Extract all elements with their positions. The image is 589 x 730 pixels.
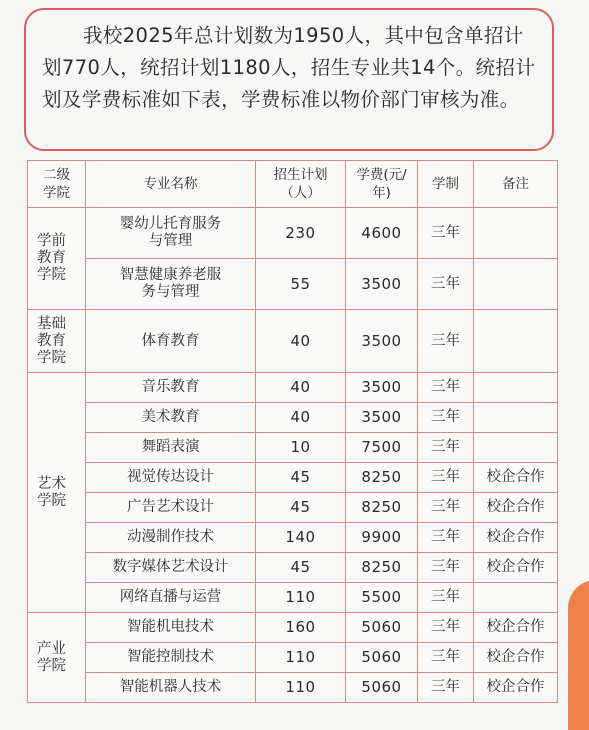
tuition-fee: 5060: [346, 613, 418, 643]
duration: 三年: [418, 553, 474, 583]
major-name: 音乐教育: [86, 373, 256, 403]
table-row: [28, 643, 558, 673]
header-duration: 学制: [418, 161, 474, 208]
enrollment-plan-table: [27, 160, 558, 703]
duration: 三年: [418, 259, 474, 310]
remark: 校企合作: [474, 673, 558, 703]
major-name: 智能机电技术: [86, 613, 256, 643]
remark: 校企合作: [474, 493, 558, 523]
remark: [474, 259, 558, 310]
plan-count: 40: [256, 310, 346, 373]
major-name: 体育教育: [86, 310, 256, 373]
remark: [474, 373, 558, 403]
major-name: 婴幼儿托育服务与管理: [86, 208, 256, 259]
table-row: [28, 673, 558, 703]
table-row: [28, 373, 558, 403]
college-cell-art: 艺术学院: [28, 373, 86, 613]
decorative-orange-bar: [568, 580, 589, 730]
college-cell-basic: 基础教育学院: [28, 310, 86, 373]
plan-count: 110: [256, 643, 346, 673]
remark: [474, 403, 558, 433]
header-remark: 备注: [474, 161, 558, 208]
header-major: 专业名称: [86, 161, 256, 208]
tuition-fee: 4600: [346, 208, 418, 259]
duration: 三年: [418, 523, 474, 553]
duration: 三年: [418, 433, 474, 463]
major-name: 视觉传达设计: [86, 463, 256, 493]
intro-paragraph: 我校2025年总计划数为1950人，其中包含单招计划770人，统招计划1180人，招生专业共14个。统招计划及学费标准如下表，学费标准以物价部门审核为准。: [24, 8, 554, 151]
header-plan: 招生计划（人）: [256, 161, 346, 208]
duration: 三年: [418, 403, 474, 433]
plan-count: 45: [256, 493, 346, 523]
header-fee: 学费(元/年): [346, 161, 418, 208]
remark: [474, 583, 558, 613]
remark: 校企合作: [474, 463, 558, 493]
tuition-fee: 5060: [346, 673, 418, 703]
plan-count: 110: [256, 583, 346, 613]
table-row: [28, 493, 558, 523]
duration: 三年: [418, 463, 474, 493]
header-college: 二级学院: [28, 161, 86, 208]
duration: 三年: [418, 208, 474, 259]
major-name: 动漫制作技术: [86, 523, 256, 553]
college-cell-preschool: 学前教育学院: [28, 208, 86, 310]
table-row: [28, 259, 558, 310]
plan-count: 45: [256, 553, 346, 583]
major-name: 智慧健康养老服务与管理: [86, 259, 256, 310]
table-row: [28, 523, 558, 553]
tuition-fee: 3500: [346, 373, 418, 403]
tuition-fee: 3500: [346, 259, 418, 310]
plan-count: 10: [256, 433, 346, 463]
table-row: [28, 583, 558, 613]
table-row: [28, 463, 558, 493]
plan-count: 160: [256, 613, 346, 643]
tuition-fee: 7500: [346, 433, 418, 463]
plan-count: 140: [256, 523, 346, 553]
major-name: 网络直播与运营: [86, 583, 256, 613]
duration: 三年: [418, 583, 474, 613]
duration: 三年: [418, 673, 474, 703]
plan-count: 230: [256, 208, 346, 259]
remark: 校企合作: [474, 613, 558, 643]
duration: 三年: [418, 493, 474, 523]
duration: 三年: [418, 373, 474, 403]
plan-count: 40: [256, 403, 346, 433]
college-cell-industry: 产业学院: [28, 613, 86, 703]
tuition-fee: 3500: [346, 403, 418, 433]
tuition-fee: 8250: [346, 553, 418, 583]
major-name: 美术教育: [86, 403, 256, 433]
table-row: [28, 433, 558, 463]
tuition-fee: 3500: [346, 310, 418, 373]
major-name: 广告艺术设计: [86, 493, 256, 523]
remark: [474, 310, 558, 373]
major-name: 舞蹈表演: [86, 433, 256, 463]
table-header-row: [28, 161, 558, 208]
duration: 三年: [418, 643, 474, 673]
plan-count: 45: [256, 463, 346, 493]
tuition-fee: 8250: [346, 493, 418, 523]
tuition-fee: 9900: [346, 523, 418, 553]
remark: 校企合作: [474, 553, 558, 583]
duration: 三年: [418, 613, 474, 643]
remark: [474, 208, 558, 259]
remark: [474, 433, 558, 463]
table-row: [28, 613, 558, 643]
major-name: 数字媒体艺术设计: [86, 553, 256, 583]
remark: 校企合作: [474, 643, 558, 673]
table-row: [28, 403, 558, 433]
tuition-fee: 5500: [346, 583, 418, 613]
plan-count: 110: [256, 673, 346, 703]
remark: 校企合作: [474, 523, 558, 553]
table-row: [28, 208, 558, 259]
table-row: [28, 553, 558, 583]
plan-count: 55: [256, 259, 346, 310]
tuition-fee: 5060: [346, 643, 418, 673]
plan-count: 40: [256, 373, 346, 403]
tuition-fee: 8250: [346, 463, 418, 493]
table-row: [28, 310, 558, 373]
major-name: 智能机器人技术: [86, 673, 256, 703]
major-name: 智能控制技术: [86, 643, 256, 673]
duration: 三年: [418, 310, 474, 373]
